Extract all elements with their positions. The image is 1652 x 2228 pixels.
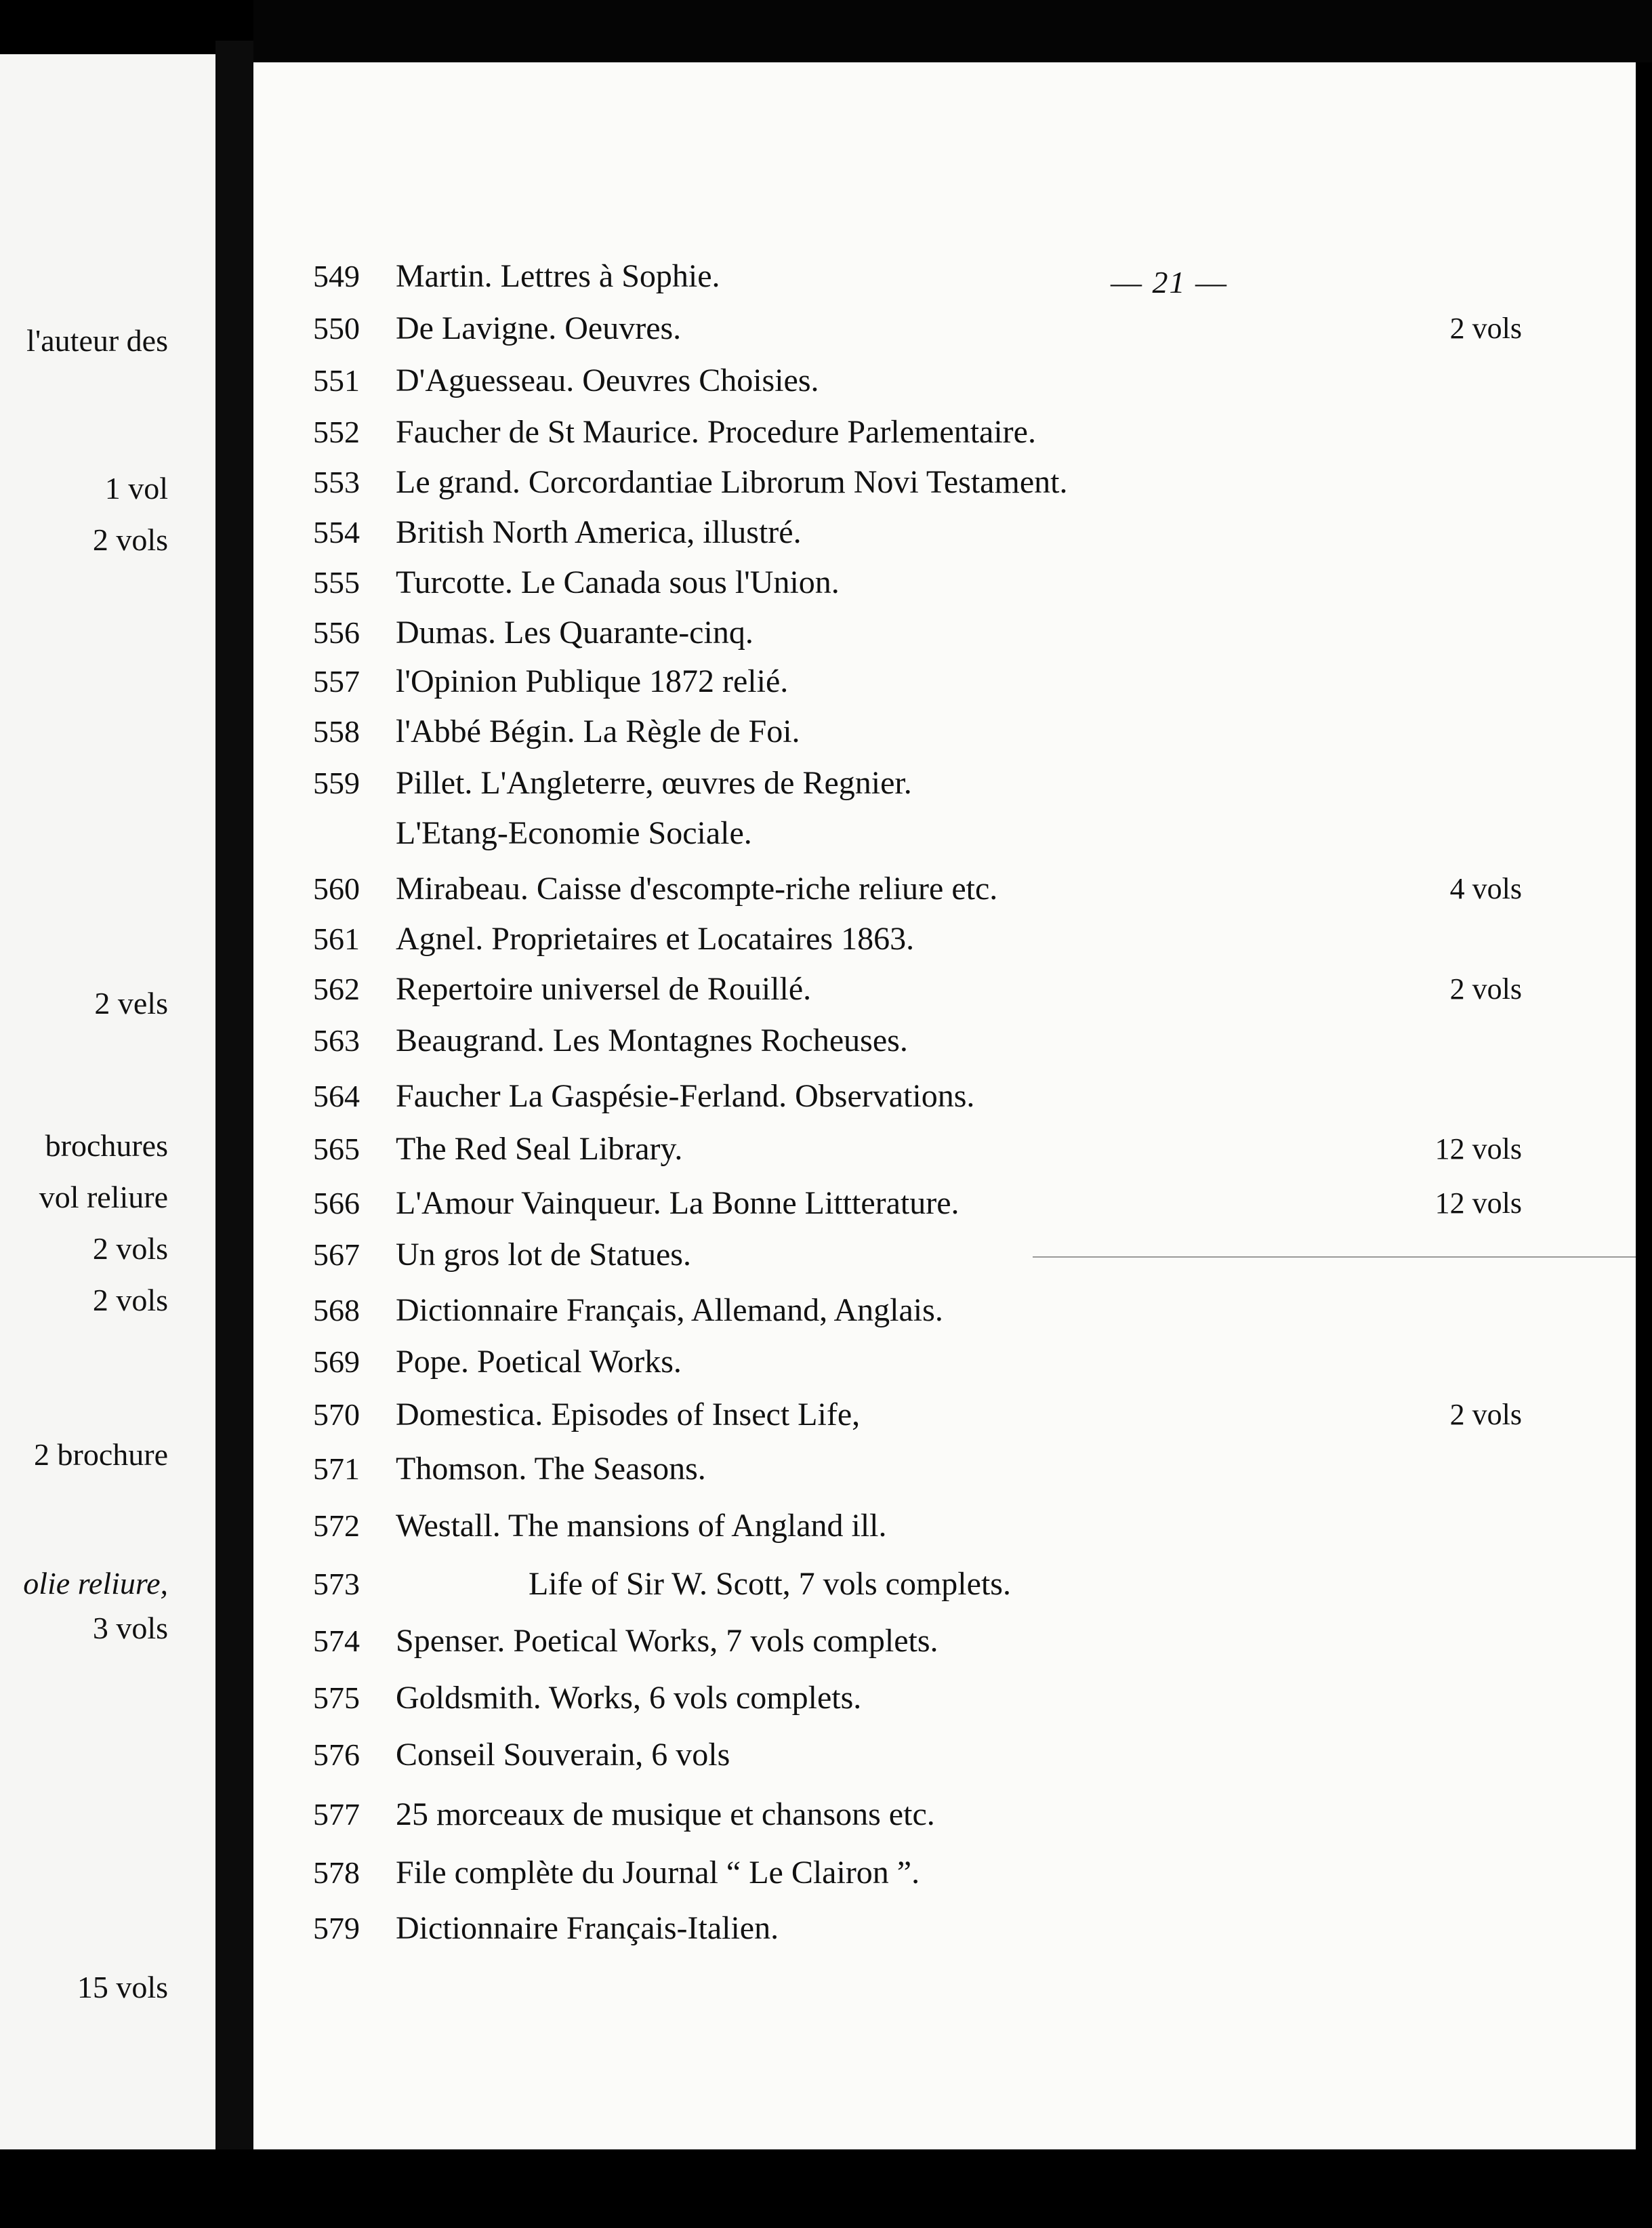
entry-number: 575 — [313, 1680, 360, 1715]
left-page-line: 3 vols — [92, 1611, 168, 1645]
entry-text: Beaugrand. Les Montagnes Rocheuses. — [396, 1023, 908, 1058]
catalogue-entry — [253, 1506, 1636, 1546]
catalogue-entry — [253, 1678, 1636, 1718]
entry-text: Life of Sir W. Scott, 7 vols complets. — [529, 1566, 1011, 1602]
entry-text: Dictionnaire Français-Italien. — [396, 1910, 779, 1946]
entry-text: Le grand. Corcordantiae Librorum Novi Testament. — [396, 464, 1068, 500]
entry-text: The Red Seal Library. — [396, 1131, 683, 1167]
entry-number: 562 — [313, 972, 360, 1006]
entry-number: 571 — [313, 1451, 360, 1486]
entry-text: Martin. Lettres à Sophie. — [396, 258, 720, 294]
entry-number: 554 — [313, 515, 360, 550]
catalogue-entry — [253, 1129, 1636, 1170]
left-page-line: 2 brochure — [34, 1437, 168, 1472]
entry-text: De Lavigne. Oeuvres. — [396, 310, 682, 346]
entry-text: Pope. Poetical Works. — [396, 1344, 682, 1380]
catalogue-entry — [253, 1621, 1636, 1662]
catalogue-entry — [253, 412, 1636, 453]
catalogue-entry — [253, 969, 1636, 1010]
entry-text: L'Etang-Economie Sociale. — [396, 815, 752, 851]
entry-number: 568 — [313, 1293, 360, 1327]
entry-number: 561 — [313, 922, 360, 956]
entry-number: 569 — [313, 1344, 360, 1379]
entry-text: Domestica. Episodes of Insect Life, — [396, 1397, 861, 1432]
entry-number: 573 — [313, 1567, 360, 1601]
entry-text: Faucher La Gaspésie-Ferland. Observations. — [396, 1078, 975, 1114]
left-page-line: vol reliure — [39, 1180, 168, 1214]
scan-shadow-bottom — [0, 2149, 1652, 2228]
catalogue-entry — [253, 1853, 1636, 1893]
catalogue-entry — [253, 1908, 1636, 1949]
catalogue-entry — [253, 256, 1636, 297]
entry-number: 558 — [313, 714, 360, 749]
entry-text: l'Opinion Publique 1872 relié. — [396, 663, 789, 699]
entry-number: 574 — [313, 1624, 360, 1658]
left-page-line: 2 vols — [92, 1283, 168, 1317]
entry-text: Goldsmith. Works, 6 vols complets. — [396, 1680, 862, 1716]
entry-text: British North America, illustré. — [396, 514, 802, 550]
entry-number: 579 — [313, 1911, 360, 1945]
catalogue-entry — [253, 613, 1636, 653]
catalogue-entry — [253, 1735, 1636, 1775]
entry-number: 550 — [313, 311, 360, 346]
entry-number: 572 — [313, 1508, 360, 1543]
page-number-value: 21 — [1152, 265, 1186, 300]
right-page — [253, 62, 1636, 2149]
entry-text: Repertoire universel de Rouillé. — [396, 971, 812, 1007]
left-page-line: 1 vol — [104, 471, 168, 506]
catalogue-entry — [253, 462, 1636, 503]
entry-number: 560 — [313, 871, 360, 906]
catalogue-entry — [253, 813, 1636, 854]
catalogue-entry — [253, 1794, 1636, 1835]
entry-text: Agnel. Proprietaires et Locataires 1863. — [396, 921, 915, 957]
catalogue-entry — [253, 1290, 1636, 1331]
catalogue-entry — [253, 1342, 1636, 1382]
page-number-dash: — — [1111, 265, 1143, 300]
entry-volumes: 12 vols — [1434, 1187, 1522, 1220]
catalogue-entry — [253, 1395, 1636, 1435]
entry-text: D'Aguesseau. Oeuvres Choisies. — [396, 363, 819, 398]
entry-text: Dictionnaire Français, Allemand, Anglais. — [396, 1292, 943, 1328]
catalogue-entry — [253, 360, 1636, 401]
entry-number: 557 — [313, 664, 360, 699]
catalogue-entry — [253, 711, 1636, 752]
catalogue-entry — [253, 562, 1636, 603]
entry-number: 563 — [313, 1023, 360, 1058]
entry-text: Conseil Souverain, 6 vols — [396, 1737, 730, 1773]
book-gutter — [215, 41, 253, 2175]
entry-volumes: 2 vols — [1449, 312, 1522, 345]
entry-text: Un gros lot de Statues. — [396, 1237, 691, 1273]
dotted-leader-line — [1033, 1256, 1636, 1258]
left-page-line: 2 vols — [92, 522, 168, 557]
left-page — [0, 54, 215, 2168]
entry-text: Westall. The mansions of Angland ill. — [396, 1508, 887, 1544]
entry-number: 551 — [313, 363, 360, 398]
catalogue-entry — [253, 919, 1636, 960]
entry-number: 576 — [313, 1737, 360, 1772]
entry-number: 555 — [313, 565, 360, 600]
catalogue-entry — [253, 308, 1636, 349]
entry-number: 559 — [313, 766, 360, 800]
catalogue-entry — [253, 1564, 1636, 1605]
entry-text: File complète du Journal “ Le Clairon ”. — [396, 1855, 920, 1891]
entry-number: 577 — [313, 1797, 360, 1832]
entry-text: Turcotte. Le Canada sous l'Union. — [396, 564, 840, 600]
scan-shadow-top — [253, 0, 1652, 62]
entry-number: 565 — [313, 1132, 360, 1166]
left-page-line: 15 vols — [77, 1970, 168, 2004]
entry-text: Faucher de St Maurice. Procedure Parlementaire. — [396, 414, 1036, 450]
entry-volumes: 4 vols — [1449, 872, 1522, 905]
entry-number: 556 — [313, 615, 360, 650]
entry-number: 567 — [313, 1237, 360, 1272]
entry-volumes: 2 vols — [1449, 972, 1522, 1006]
left-page-line: 2 vels — [94, 986, 168, 1020]
left-page-line: 2 vols — [92, 1231, 168, 1266]
entry-text: Thomson. The Seasons. — [396, 1451, 706, 1487]
catalogue-entry — [253, 1183, 1636, 1224]
entry-number: 552 — [313, 415, 360, 449]
entry-number: 578 — [313, 1855, 360, 1890]
left-page-line: brochures — [45, 1128, 168, 1163]
catalogue-entry — [253, 1235, 1636, 1275]
entry-text: Pillet. L'Angleterre, œuvres de Regnier. — [396, 765, 912, 801]
catalogue-entry — [253, 1076, 1636, 1117]
entry-number: 553 — [313, 465, 360, 499]
entry-number: 566 — [313, 1186, 360, 1220]
entry-volumes: 2 vols — [1449, 1398, 1522, 1431]
entry-text: 25 morceaux de musique et chansons etc. — [396, 1796, 935, 1832]
entry-number: 570 — [313, 1397, 360, 1432]
entry-volumes: 12 vols — [1434, 1132, 1522, 1165]
left-page-line: olie reliure, — [23, 1566, 168, 1601]
entry-number: 564 — [313, 1079, 360, 1113]
entry-text: Mirabeau. Caisse d'escompte-riche reliure etc. — [396, 871, 998, 907]
catalogue-entry — [253, 1020, 1636, 1061]
catalogue-entry — [253, 763, 1636, 804]
entry-text: l'Abbé Bégin. La Règle de Foi. — [396, 714, 800, 749]
catalogue-entry — [253, 869, 1636, 909]
catalogue-entry — [253, 512, 1636, 553]
entry-text: L'Amour Vainqueur. La Bonne Littterature. — [396, 1185, 959, 1221]
entry-number: 549 — [313, 259, 360, 293]
catalogue-entry — [253, 661, 1636, 702]
entry-text: Dumas. Les Quarante-cinq. — [396, 615, 753, 651]
scan-shadow-right — [1636, 62, 1652, 2228]
page-number-dash: — — [1195, 265, 1228, 300]
catalogue-entry — [253, 1449, 1636, 1489]
entry-text: Spenser. Poetical Works, 7 vols complets. — [396, 1623, 938, 1659]
left-page-line: l'auteur des — [26, 323, 168, 358]
